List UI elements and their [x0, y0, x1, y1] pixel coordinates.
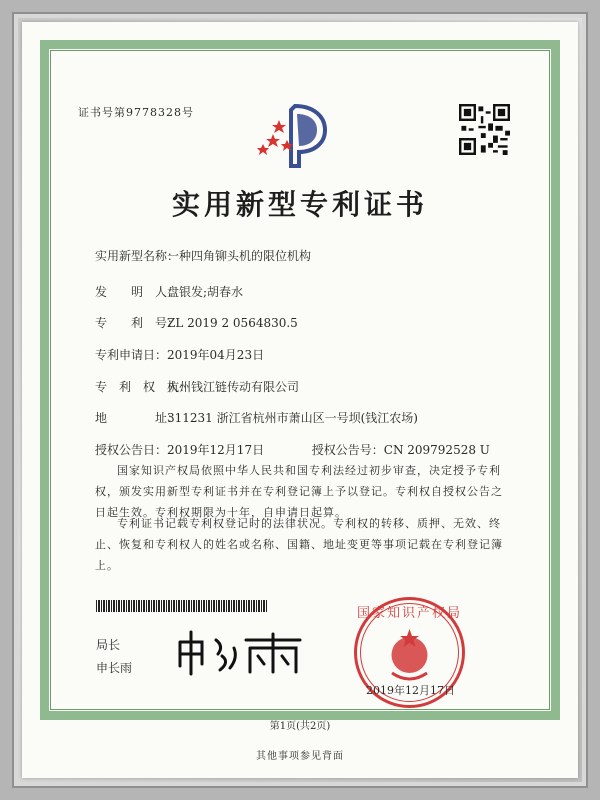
field-address	[95, 409, 418, 426]
field-label: 专 利 号：	[95, 316, 180, 330]
grant-info-row	[95, 441, 490, 458]
cnipa-logo-icon	[255, 100, 335, 172]
field-utility-model-name	[95, 247, 311, 264]
field-value: 2019年04月23日	[167, 348, 265, 362]
field-application-date	[95, 346, 264, 363]
field-patentee	[95, 378, 299, 395]
paragraph-grant-statement: 国家知识产权局依照中华人民共和国专利法经过初步审查，决定授予专利权，颁发实用新型专利证书并在专利登记簿上予以登记。专利权自授权公告之日起生效。专利权期限为十年，自申请日起算。	[95, 464, 503, 519]
qr-code-icon	[459, 104, 510, 155]
grant-date-label: 授权公告日：	[95, 443, 168, 457]
field-label: 发 明 人：	[95, 285, 180, 299]
seal-date: 2019年12月17日	[366, 684, 455, 697]
field-value: 一种四角铆头机的限位机构	[167, 249, 312, 263]
grant-number-value: CN 209792528 U	[383, 443, 490, 457]
field-value: ZL 2019 2 0564830.5	[167, 316, 298, 330]
field-label: 专 利 权 人：	[95, 380, 192, 394]
paragraph-legal-status: 专利证书记载专利权登记时的法律状况。专利权的转移、质押、无效、终止、恢复和专利权人的姓名或名称、国籍、地址变更等事项记载在专利登记簿上。	[95, 517, 503, 572]
handwritten-signature	[172, 628, 307, 678]
field-inventors	[95, 283, 243, 300]
field-value: 杭州钱江链传动有限公司	[167, 380, 300, 394]
field-label: 地 址：	[95, 411, 180, 425]
field-value: 盘银发;胡春水	[167, 285, 244, 299]
barcode	[96, 600, 268, 612]
page-number: 第1页(共2页)	[269, 721, 331, 732]
grant-date-value: 2019年12月17日	[167, 443, 265, 457]
seal-text: 国家知识产权局	[356, 606, 463, 621]
grant-number-label: 授权公告号：	[311, 443, 384, 457]
field-patent-number	[95, 314, 298, 331]
field-value: 311231 浙江省杭州市萧山区一号坝(钱江农场)	[167, 411, 418, 425]
field-label: 实用新型名称：	[95, 249, 180, 263]
signatory-name: 申长雨	[96, 661, 133, 675]
field-label: 专利申请日：	[95, 348, 168, 362]
certificate-title: 实用新型专利证书	[171, 188, 428, 221]
footer-note: 其他事项参见背面	[256, 751, 344, 762]
signatory-title: 局长	[96, 638, 121, 652]
certificate-number: 证书号第9778328号	[78, 106, 194, 119]
